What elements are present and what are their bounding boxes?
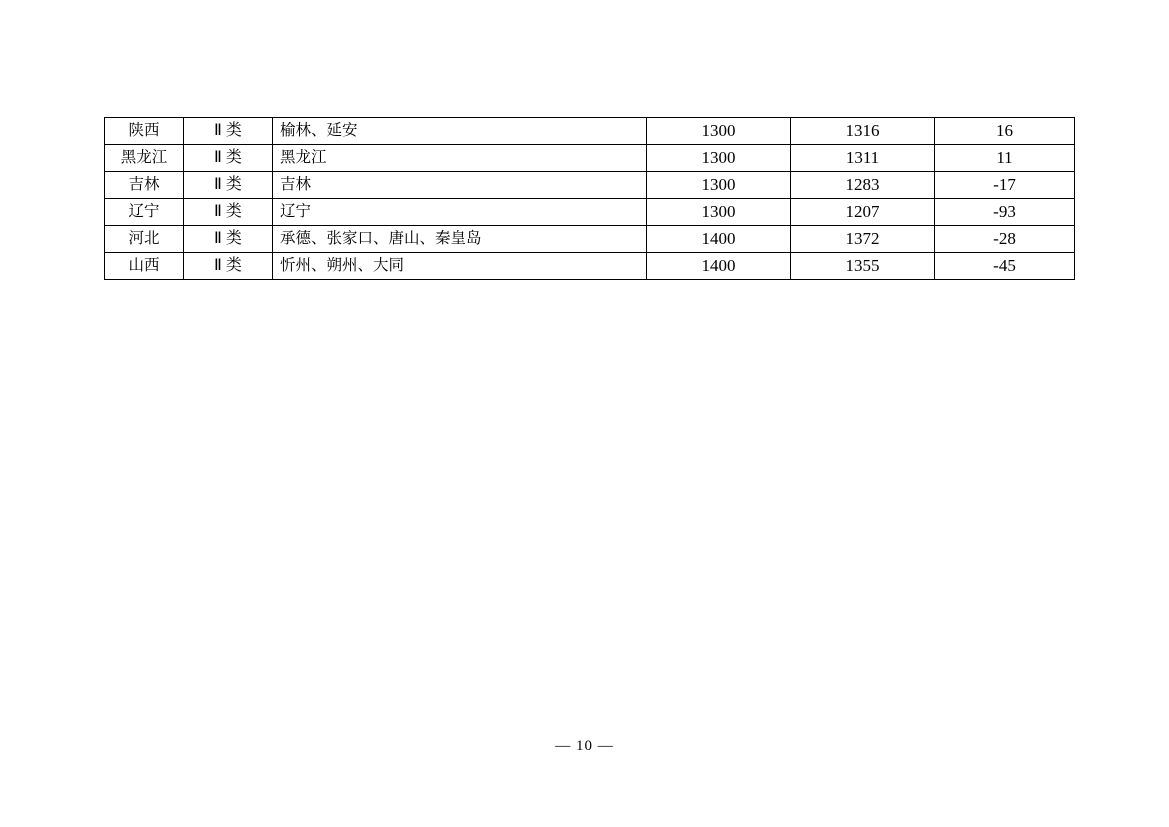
cell-areas: 承德、张家口、唐山、秦皇岛 [273,226,647,253]
cell-actual: 1316 [791,118,935,145]
cell-standard: 1300 [647,172,791,199]
table-row [105,145,1075,172]
cell-difference: -93 [935,199,1075,226]
cell-areas: 辽宁 [273,199,647,226]
table-row [105,172,1075,199]
cell-category: Ⅱ 类 [184,199,273,226]
cell-actual: 1372 [791,226,935,253]
cell-category: Ⅱ 类 [184,118,273,145]
table-row [105,253,1075,280]
cell-actual: 1311 [791,145,935,172]
cell-province: 山西 [105,253,184,280]
cell-areas: 黑龙江 [273,145,647,172]
cell-standard: 1300 [647,199,791,226]
cell-category: Ⅱ 类 [184,172,273,199]
cell-category: Ⅱ 类 [184,253,273,280]
cell-category: Ⅱ 类 [184,226,273,253]
cell-standard: 1300 [647,145,791,172]
cell-actual: 1355 [791,253,935,280]
page-number: — 10 — [555,738,614,754]
cell-province: 陕西 [105,118,184,145]
cell-actual: 1283 [791,172,935,199]
table-body [105,118,1075,280]
cell-areas: 吉林 [273,172,647,199]
table-row [105,199,1075,226]
cell-actual: 1207 [791,199,935,226]
cell-province: 辽宁 [105,199,184,226]
regional-standards-table [104,117,1075,280]
cell-difference: -28 [935,226,1075,253]
cell-difference: 11 [935,145,1075,172]
cell-standard: 1300 [647,118,791,145]
cell-difference: -17 [935,172,1075,199]
cell-province: 吉林 [105,172,184,199]
cell-standard: 1400 [647,253,791,280]
cell-province: 黑龙江 [105,145,184,172]
cell-difference: 16 [935,118,1075,145]
cell-areas: 忻州、朔州、大同 [273,253,647,280]
cell-province: 河北 [105,226,184,253]
data-table-container [104,117,1065,280]
table-row [105,226,1075,253]
cell-category: Ⅱ 类 [184,145,273,172]
cell-areas: 榆林、延安 [273,118,647,145]
table-row [105,118,1075,145]
cell-standard: 1400 [647,226,791,253]
cell-difference: -45 [935,253,1075,280]
